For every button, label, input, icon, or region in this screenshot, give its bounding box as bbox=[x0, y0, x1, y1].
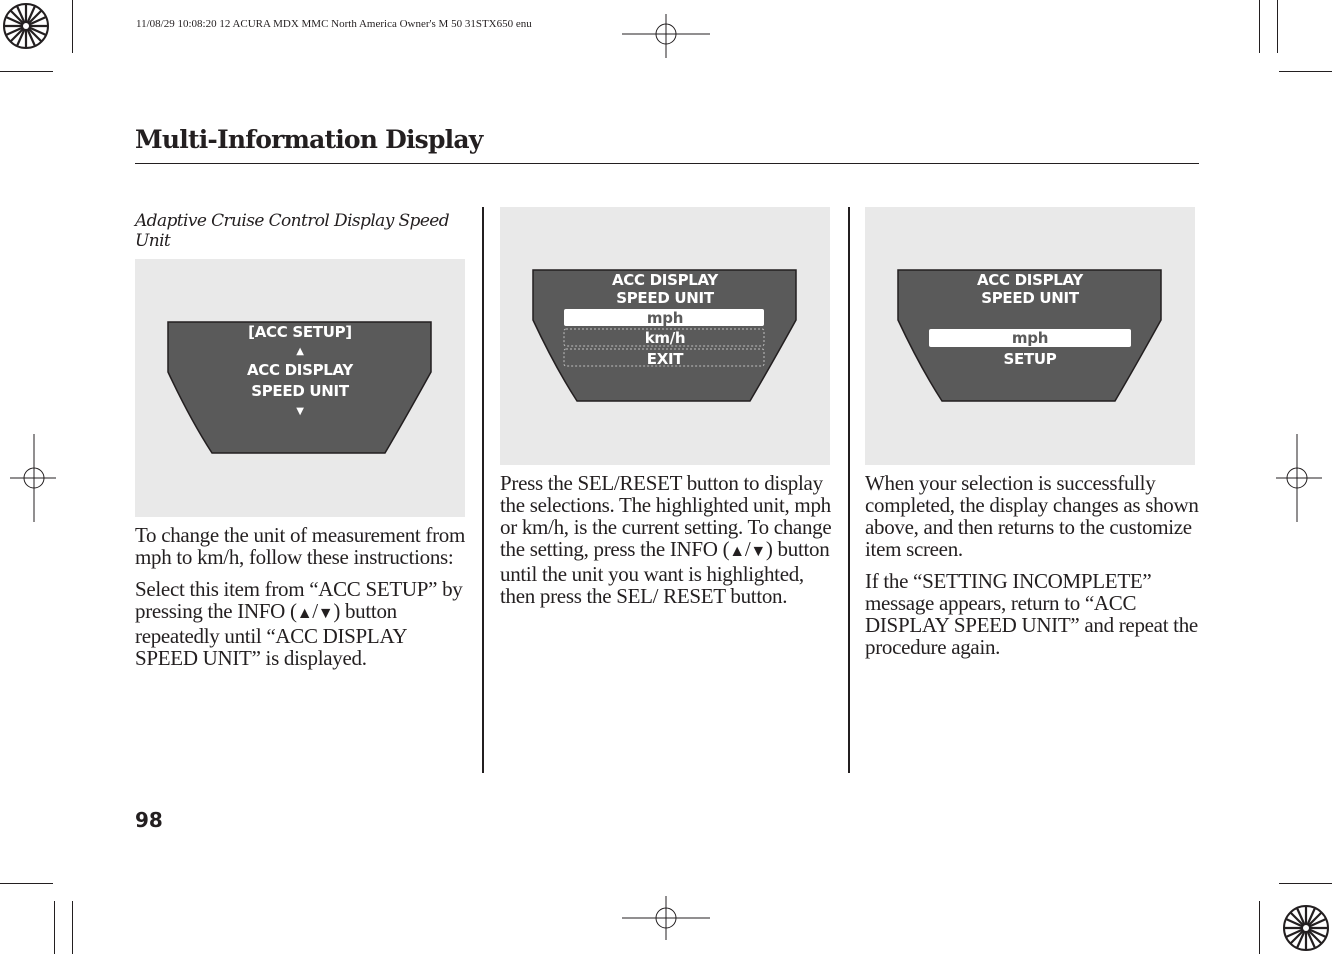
display-figure-completed bbox=[865, 207, 1195, 465]
screen-line-speed-unit: SPEED UNIT bbox=[616, 289, 714, 307]
registration-target-icon bbox=[0, 0, 60, 60]
figure-caption: Adaptive Cruise Control Display Speed Unit bbox=[135, 211, 450, 251]
column3-text bbox=[865, 472, 1205, 668]
incomplete-note: If the “SETTING INCOMPLETE” message appears, return to “ACC DISPLAY SPEED UNIT” and repeat the procedure again. bbox=[865, 569, 1198, 659]
crosshair-icon bbox=[1276, 434, 1322, 522]
column-divider bbox=[848, 207, 850, 773]
info-up-icon: ▲ bbox=[729, 543, 745, 560]
arrow-up-icon: ▲ bbox=[296, 346, 304, 357]
crosshair-icon bbox=[10, 434, 56, 522]
screen-line-acc-display: ACC DISPLAY bbox=[247, 361, 353, 379]
display-figure-acc-setup bbox=[135, 259, 465, 517]
column-divider bbox=[482, 207, 484, 773]
option-setup: SETUP bbox=[1003, 350, 1057, 368]
print-header: 11/08/29 10:08:20 12 ACURA MDX MMC North America Owner's M 50 31STX650 enu bbox=[136, 18, 532, 30]
arrow-down-icon: ▼ bbox=[296, 406, 304, 417]
option-mph-highlighted: mph bbox=[646, 309, 684, 327]
column2-text bbox=[500, 472, 835, 617]
display-figure-unit-selection bbox=[500, 207, 830, 465]
column1-text bbox=[135, 524, 470, 679]
instruction-select: Select this item from “ACC SETUP” by pressing the INFO (▲/▼) button repeatedly until “ACC DISPLAY SPEED UNIT” is displayed. bbox=[135, 577, 463, 670]
screen-line-speed-unit: SPEED UNIT bbox=[251, 382, 349, 400]
registration-target-icon bbox=[1278, 900, 1332, 954]
option-exit: EXIT bbox=[646, 350, 684, 368]
crosshair-icon bbox=[622, 896, 710, 940]
screen-line-acc-display: ACC DISPLAY bbox=[612, 271, 718, 289]
screen-line-acc-display: ACC DISPLAY bbox=[977, 271, 1083, 289]
option-mph-highlighted: mph bbox=[1011, 329, 1049, 347]
title-rule bbox=[135, 163, 1199, 164]
info-down-icon: ▼ bbox=[317, 605, 334, 622]
screen-line-speed-unit: SPEED UNIT bbox=[981, 289, 1079, 307]
crosshair-icon bbox=[622, 14, 710, 58]
page-title: Multi-Information Display bbox=[135, 125, 483, 154]
instruction-selections: Press the SEL/RESET button to display the selections. The highlighted unit, mph or km/h, is the current setting. To change the setting, press the INFO (▲/▼) button until the unit you want is highlighted, then press the SEL/ RESET button. bbox=[500, 471, 832, 608]
completion-note: When your selection is successfully completed, the display changes as shown above, and then returns to the customize item screen. bbox=[865, 471, 1199, 561]
info-down-icon: ▼ bbox=[750, 543, 766, 560]
instruction-intro: To change the unit of measurement from mph to km/h, follow these instructions: bbox=[135, 523, 466, 569]
screen-line-acc-setup: [ACC SETUP] bbox=[248, 323, 352, 341]
option-kmh: km/h bbox=[644, 329, 686, 347]
page-number: 98 bbox=[135, 808, 163, 832]
info-up-icon: ▲ bbox=[296, 605, 313, 622]
